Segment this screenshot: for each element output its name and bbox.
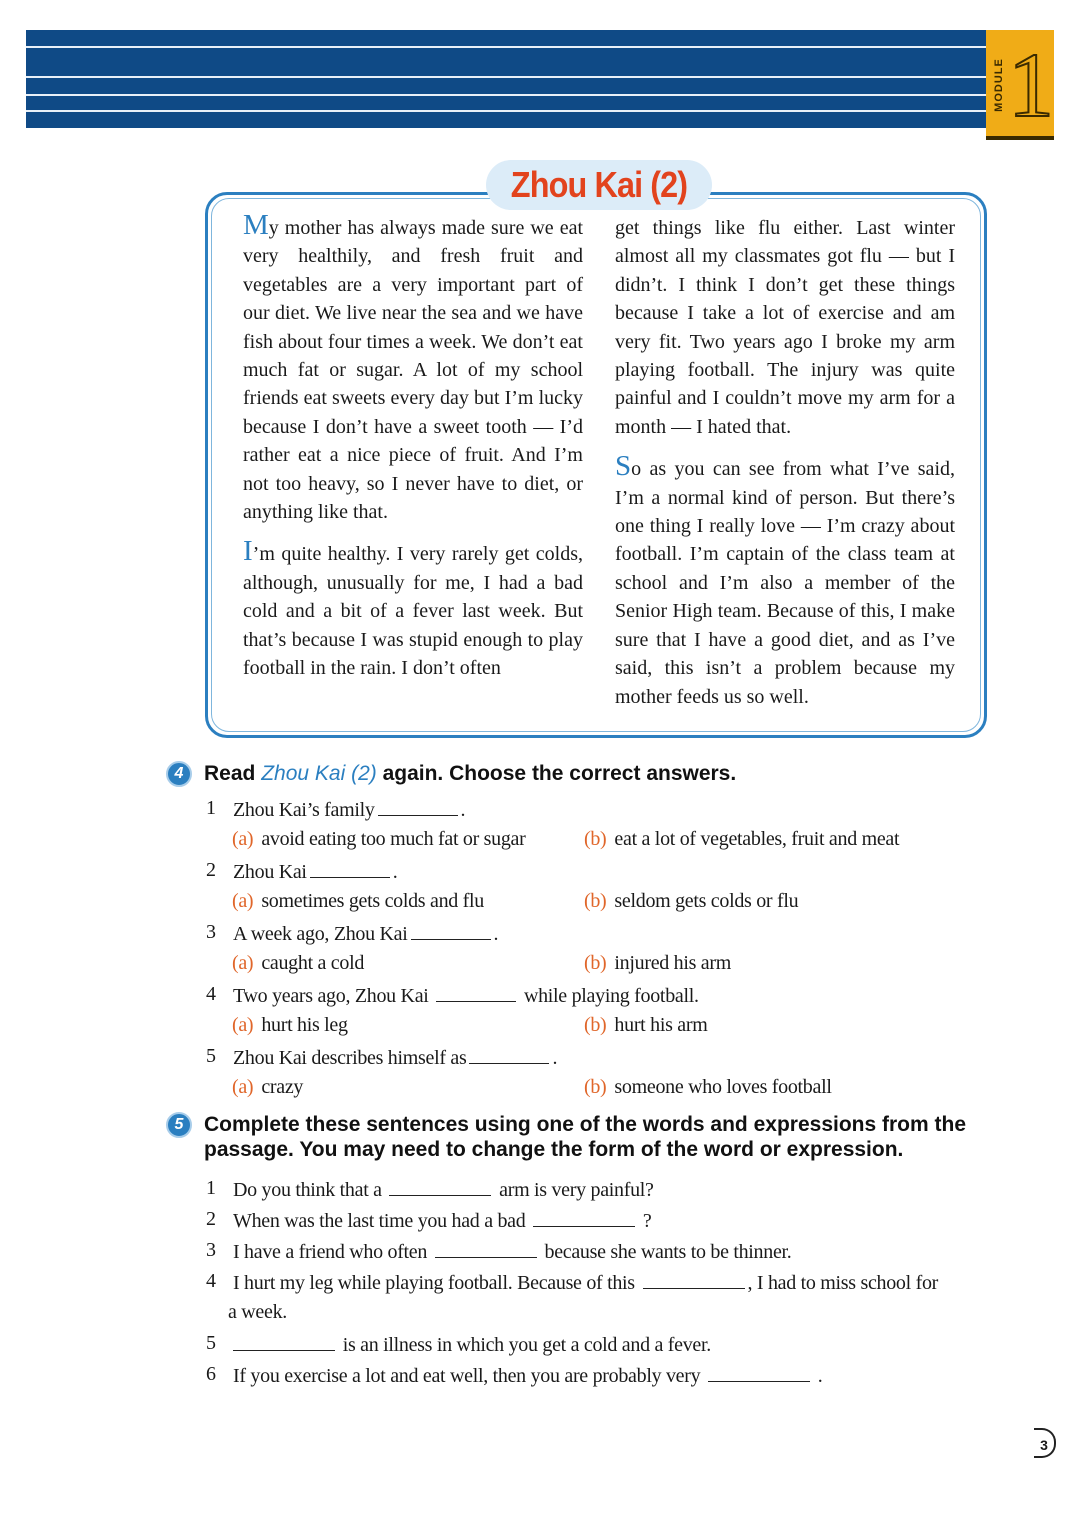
dropcap: I — [243, 535, 253, 568]
option-b[interactable]: (b) seldom gets colds or flu — [584, 890, 799, 912]
story-title — [486, 160, 712, 210]
header-stripe — [26, 76, 986, 78]
answer-blank[interactable] — [436, 979, 516, 1002]
task-number-badge: 5 — [166, 1112, 192, 1138]
story-paragraph: I’m quite healthy. I very rarely get colds, although, unusually for me, I had a bad cold and a bit of a fever last week. But that’s because I was stupid enough to play football in the rain. I don’t often — [243, 535, 583, 680]
sentence-row: 3 I have a friend who often because she wants to be thinner. — [166, 1235, 1006, 1266]
option-b[interactable]: (b) injured his arm — [584, 952, 732, 974]
story-title-text: Zhou Kai (2) — [510, 164, 688, 205]
answer-blank[interactable] — [708, 1359, 810, 1382]
sentence-continuation: a week. — [228, 1301, 287, 1323]
task-4 — [166, 761, 1006, 1103]
sentence-row: 6 If you exercise a lot and eat well, then you are probably very . — [166, 1359, 1006, 1390]
answer-blank[interactable] — [389, 1173, 491, 1196]
option-row — [166, 948, 1006, 979]
module-label: MODULE — [993, 58, 1006, 112]
story-paragraph: So as you can see from what I’ve said, I’m a normal kind of person. But there’s one thing I really love — I’m crazy about football. I’m captain of the class team at school and I’m also a member of the Senior High team. Because of this, I make sure that I have a good diet, and as I’ve said, this isn’t a problem because my mother feeds us so well. — [615, 450, 955, 708]
story-left-column — [243, 209, 583, 697]
task-5-sentences — [166, 1173, 1006, 1390]
question-row: 4 Two years ago, Zhou Kai while playing football. — [166, 979, 1006, 1010]
question-row: 1 Zhou Kai’s family . — [166, 793, 1006, 824]
answer-blank[interactable] — [411, 917, 491, 940]
option-a[interactable]: (a) avoid eating too much fat or sugar — [232, 828, 526, 850]
task-number-badge: 4 — [166, 761, 192, 787]
story-right-column — [615, 214, 955, 725]
sentence-row: 5 is an illness in which you get a cold and a fever. — [166, 1328, 1006, 1359]
option-b[interactable]: (b) eat a lot of vegetables, fruit and meat — [584, 828, 900, 850]
page-number: 3 — [1034, 1428, 1056, 1458]
story-paragraph: My mother has always made sure we eat very healthily, and fresh fruit and vegetables are a very important part of our diet. We live near the sea and we have fish about four times a week. We don’t eat much fat or sugar. A lot of my school friends eat sweets every day but I’m lucky because I don’t have a sweet tooth — I’d rather eat a nice piece of fruit. And I’m not too heavy, so I never have to diet, or anything like that. — [243, 209, 583, 524]
question-row: 5 Zhou Kai describes himself as . — [166, 1041, 1006, 1072]
sentence-row: 4 I hurt my leg while playing football. Because of this , I had to miss school for — [166, 1266, 1006, 1297]
answer-blank[interactable] — [469, 1041, 549, 1064]
module-number: 1 — [1008, 34, 1054, 136]
task-5-heading: 5 Complete these sentences using one of the words and expressions from the passage. You may need to change the form of the word or expression. — [166, 1112, 1006, 1162]
module-tab — [986, 30, 1054, 140]
task-4-questions — [166, 793, 1006, 1103]
header-stripe — [26, 46, 986, 48]
header-stripe — [26, 94, 986, 96]
sentence-row: 2 When was the last time you had a bad ? — [166, 1204, 1006, 1235]
option-a[interactable]: (a) crazy — [232, 1076, 304, 1098]
answer-blank[interactable] — [233, 1328, 335, 1351]
question-row: 3 A week ago, Zhou Kai . — [166, 917, 1006, 948]
answer-blank[interactable] — [533, 1204, 635, 1227]
answer-blank[interactable] — [643, 1266, 745, 1289]
task-5 — [166, 1112, 1006, 1390]
option-row — [166, 1072, 1006, 1103]
module-base — [986, 136, 1054, 140]
header-stripe — [26, 110, 986, 112]
header-band — [26, 30, 986, 128]
option-row — [166, 824, 1006, 855]
option-a[interactable]: (a) hurt his leg — [232, 1014, 348, 1036]
option-a[interactable]: (a) caught a cold — [232, 952, 365, 974]
question-row: 2 Zhou Kai . — [166, 855, 1006, 886]
option-row — [166, 1010, 1006, 1041]
answer-blank[interactable] — [435, 1235, 537, 1258]
answer-blank[interactable] — [378, 793, 458, 816]
dropcap: M — [243, 209, 269, 241]
passage-reference: Zhou Kai (2) — [261, 762, 377, 785]
option-row — [166, 886, 1006, 917]
dropcap: S — [615, 450, 632, 483]
story-paragraph: get things like flu either. Last winter almost all my classmates got flu — but I didn’t. I think I don’t get these things because I take a lot of exercise and am very fit. Two years ago I broke my arm playing football. The injury was quite painful and I couldn’t move my arm for a month — I hated that. — [615, 217, 955, 438]
option-b[interactable]: (b) someone who loves football — [584, 1076, 832, 1098]
task-4-heading: 4 Read Zhou Kai (2) again. Choose the correct answers. — [166, 761, 1006, 787]
sentence-row: 1 Do you think that a arm is very painful? — [166, 1173, 1006, 1204]
option-b[interactable]: (b) hurt his arm — [584, 1014, 708, 1036]
option-a[interactable]: (a) sometimes gets colds and flu — [232, 890, 484, 912]
answer-blank[interactable] — [310, 855, 390, 878]
